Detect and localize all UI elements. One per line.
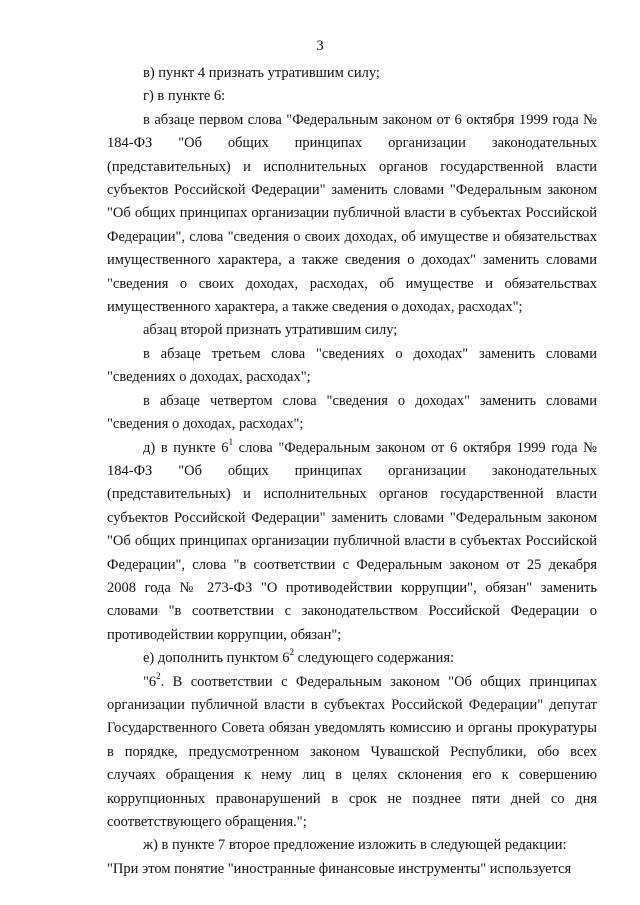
paragraph-abzac-third: в абзаце третьем слова "сведениях о доходах" заменить словами "сведениях о доходах, расходах";	[107, 345, 597, 386]
paragraph-abzac-fourth: в абзаце четвертом слова "сведения о доходах" заменить словами "сведения о доходах, расходах";	[107, 392, 597, 433]
paragraph-text: следующего содержания:	[293, 650, 455, 667]
paragraph-quoted-start: "При этом понятие "иностранные финансовые инструменты" используется	[107, 860, 572, 877]
paragraph-text: е) дополнить пунктом 6	[143, 650, 290, 667]
paragraph-item-v: в) пункт 4 признать утратившим силу;	[143, 65, 380, 81]
paragraph-text: "6	[143, 673, 157, 690]
paragraph-abzac-second: абзац второй признать утратившим силу;	[143, 322, 398, 339]
paragraph-quoted-point	[107, 671, 597, 835]
paragraph-text: . В соответствии с Федеральным законом "Об общих принципах организации публичной власти в субъектах Российской Федерации" депутат Государственного Совета обязан уведомлять комиссию и органы прокуратуры в порядке, предусмотренном законом Чувашской Республики, обо всех случаях обращения к нему лиц в целях склонения его к совершению коррупционных правонарушений в срок не позднее пяти дней со дня соответствующего обращения.";	[107, 673, 597, 830]
superscript: 1	[228, 436, 234, 447]
paragraph-item-zh: ж) в пункте 7 второе предложение изложить в следующей редакции:	[143, 837, 567, 854]
paragraph-item-g: г) в пункте 6:	[143, 88, 226, 105]
paragraph-text: слова "Федеральным законом от 6 октября 1999 года № 184-ФЗ "Об общих принципах организации законодательных (представительных) и исполнительных органов государственной власти субъектов Российской Федерации" заменить словами "Федеральным законом "Об общих принципах организации публичной власти в субъектах Российской Федерации", слова "в соответствии с Федеральным законом от 25 декабря 2008 года № 273-ФЗ "О противодействии коррупции", обязан" заменить словами "в соответствии с законодательством Российской Федерации о противодействии коррупции, обязан";	[107, 439, 597, 643]
paragraph-item-d	[107, 437, 597, 648]
paragraph-item-e	[107, 647, 597, 670]
paragraph-abzac-first: в абзаце первом слова "Федеральным законом от 6 октября 1999 года № 184-ФЗ "Об общих принципах организации законодательных (представительных) и исполнительных органов государственной власти субъектов Российской Федерации" заменить словами "Федеральным законом "Об общих принципах организации публичной власти в субъектах Российской Федерации", слова "сведения о своих доходах, об имуществе и обязательствах имущественного характера, а также сведения о доходах" заменить словами "сведения о своих доходах, расходах, об имуществе и обязательствах имущественного характера, а также сведения о доходах, расходах";	[107, 111, 597, 316]
superscript: 2	[289, 647, 294, 658]
document-body	[107, 62, 597, 881]
paragraph-text: д) в пункте 6	[143, 439, 229, 456]
superscript: 2	[156, 670, 161, 681]
page-number: 3	[316, 38, 324, 54]
